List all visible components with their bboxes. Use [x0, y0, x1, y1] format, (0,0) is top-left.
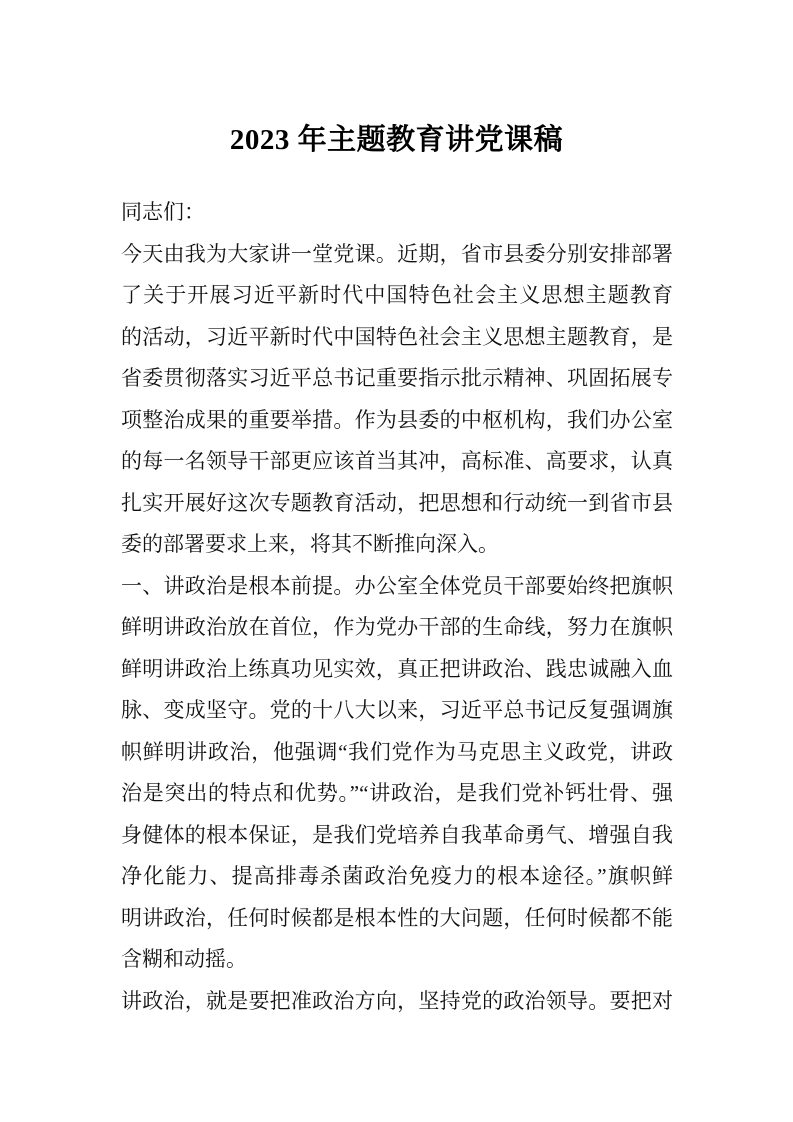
- text-line: 了关于开展习近平新时代中国特色社会主义思想主题教育: [121, 283, 673, 307]
- text-line: 讲政治，就是要把准政治方向，坚持党的政治领导。要把对: [121, 988, 673, 1013]
- text-line: 委的部署要求上来，将其不断推向深入。: [121, 532, 499, 556]
- text-line: 的每一名领导干部更应该首当其冲，高标准、高要求，认真: [121, 449, 673, 473]
- text-line: 含糊和动摇。: [121, 947, 247, 971]
- paragraph: [121, 234, 673, 566]
- text-line: 明讲政治，任何时候都是根本性的大问题，任何时候都不能: [121, 905, 673, 930]
- text-line: 净化能力、提高排毒杀菌政治免疫力的根本途径。”旗帜鲜: [121, 864, 673, 888]
- text-line: 一、讲政治是根本前提。办公室全体党员干部要始终把旗帜: [121, 573, 673, 598]
- text-line: 脉、变成坚守。党的十八大以来，习近平总书记反复强调旗: [121, 698, 673, 722]
- text-line: 帜鲜明讲政治，他强调“我们党作为马克思主义政党，讲政: [121, 739, 673, 764]
- text-line: 今天由我为大家讲一堂党课。近期，省市县委分别安排部署: [121, 241, 673, 266]
- text-line: 扎实开展好这次专题教育活动，把思想和行动统一到省市县: [121, 490, 673, 515]
- text-line: 项整治成果的重要举措。作为县委的中枢机构，我们办公室: [121, 407, 673, 432]
- text-line: 的活动，习近平新时代中国特色社会主义思想主题教育，是: [121, 324, 673, 349]
- text-line: 鲜明讲政治上练真功见实效，真正把讲政治、践忠诚融入血: [121, 656, 673, 681]
- paragraph: [121, 981, 673, 1023]
- text-line: 同志们：: [121, 200, 205, 224]
- text-line: 鲜明讲政治放在首位，作为党办干部的生命线，努力在旗帜: [121, 615, 673, 639]
- text-line: 治是突出的特点和优势。”“讲政治，是我们党补钙壮骨、强: [121, 781, 673, 805]
- paragraph: [121, 192, 673, 234]
- text-line: 省委贯彻落实习近平总书记重要指示批示精神、巩固拓展专: [121, 366, 673, 390]
- document-body: [121, 192, 673, 1022]
- document-title: 2023 年主题教育讲党课稿: [229, 124, 564, 156]
- paragraph: [121, 566, 673, 981]
- text-line: 身健体的根本保证，是我们党培养自我革命勇气、增强自我: [121, 822, 673, 847]
